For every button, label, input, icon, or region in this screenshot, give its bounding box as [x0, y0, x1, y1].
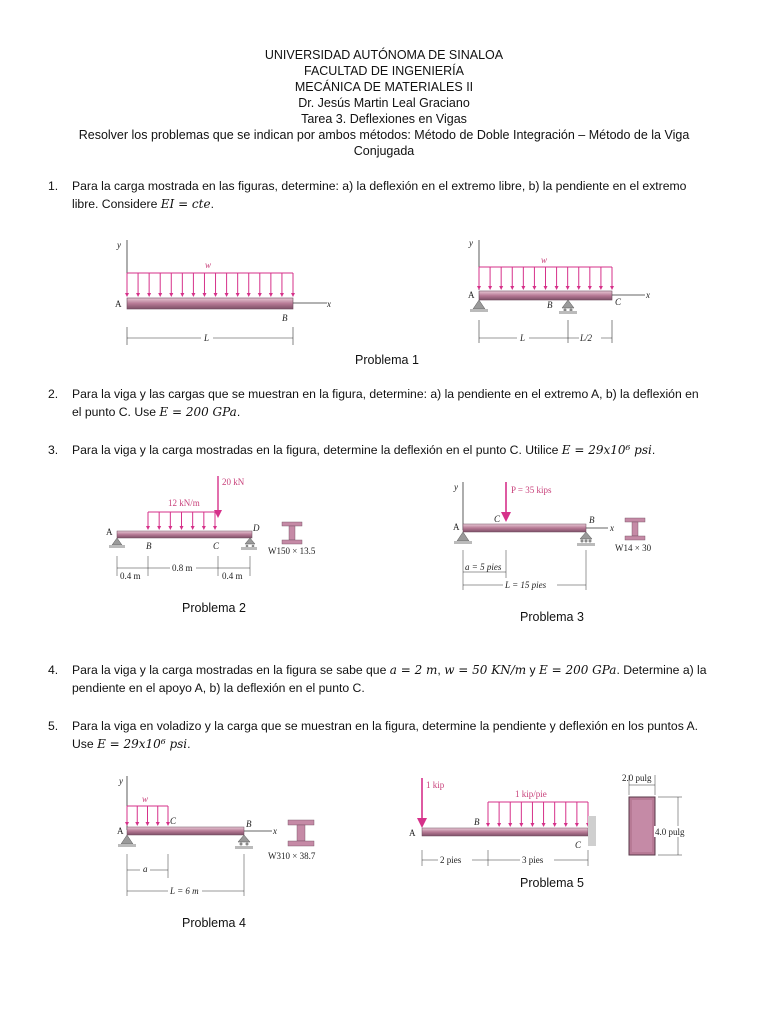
wide-flange-section-icon — [625, 518, 645, 540]
svg-text:A: A — [409, 828, 416, 838]
load-arrowhead — [588, 286, 592, 290]
svg-text:A: A — [468, 290, 475, 300]
load-arrowhead — [169, 293, 173, 297]
figure-5-cross-section — [612, 765, 702, 865]
load-arrowhead — [135, 822, 139, 826]
svg-text:P = 35 kips: P = 35 kips — [511, 485, 552, 495]
load-arrowhead — [577, 286, 581, 290]
svg-text:A: A — [115, 299, 122, 309]
caption-problem-1: Problema 1 — [355, 353, 419, 367]
load-arrowhead — [156, 822, 160, 826]
problem-text — [72, 385, 720, 421]
problem-number: 3. — [48, 443, 59, 457]
svg-text:1 kip/pie: 1 kip/pie — [515, 789, 547, 799]
svg-text:3 pies: 3 pies — [522, 855, 544, 865]
svg-text:0.4 m: 0.4 m — [120, 571, 141, 581]
caption-problem-4: Problema 4 — [182, 916, 246, 930]
load-arrowhead — [125, 822, 129, 826]
svg-text:A: A — [453, 522, 460, 532]
load-arrowhead — [214, 293, 218, 297]
figure-2-beam — [100, 472, 332, 587]
problem-number: 1. — [48, 179, 59, 193]
svg-text:x: x — [273, 826, 277, 836]
svg-text:L = 15 pies: L = 15 pies — [505, 580, 547, 590]
svg-text:A: A — [106, 527, 113, 537]
svg-text:B: B — [246, 819, 252, 829]
svg-text:x: x — [610, 523, 614, 533]
svg-text:D: D — [253, 523, 260, 533]
svg-text:x: x — [646, 290, 650, 300]
svg-text:w: w — [541, 255, 548, 265]
load-arrowhead — [202, 526, 206, 530]
load-arrowhead — [180, 526, 184, 530]
svg-text:C: C — [575, 840, 582, 850]
problem-text — [72, 661, 720, 697]
caption-problem-2: Problema 2 — [182, 601, 246, 615]
load-arrowhead — [146, 526, 150, 530]
load-arrowhead — [202, 293, 206, 297]
svg-text:L: L — [520, 333, 526, 343]
svg-text:C: C — [213, 541, 220, 551]
svg-text:B: B — [589, 515, 595, 525]
svg-text:L/2: L/2 — [580, 333, 593, 343]
svg-text:20 kN: 20 kN — [222, 477, 245, 487]
load-arrowhead — [508, 823, 512, 827]
load-arrowhead — [147, 293, 151, 297]
load-arrowhead — [291, 293, 295, 297]
load-arrowhead — [225, 293, 229, 297]
load-arrowhead — [510, 286, 514, 290]
svg-text:C: C — [170, 816, 177, 826]
load-arrowhead — [519, 823, 523, 827]
instructions-line1: Resolver los problemas que se indican por ambos métodos: Método de Doble Integración – Método de la Viga — [78, 128, 690, 142]
load-arrowhead — [191, 526, 195, 530]
load-arrowhead — [555, 286, 559, 290]
load-arrowhead — [497, 823, 501, 827]
svg-text:a: a — [143, 864, 148, 874]
svg-text:2.0 pulg: 2.0 pulg — [622, 773, 652, 783]
svg-text:B: B — [146, 541, 152, 551]
problem-line: libre. Considere EI = cte. — [72, 197, 214, 211]
load-arrowhead — [236, 293, 240, 297]
load-arrowhead — [258, 293, 262, 297]
professor-name: Dr. Jesús Martin Leal Graciano — [298, 96, 470, 110]
load-arrowhead — [477, 286, 481, 290]
svg-text:W14 × 30: W14 × 30 — [615, 543, 652, 553]
svg-text:L: L — [204, 333, 210, 343]
svg-text:1 kip: 1 kip — [426, 780, 445, 790]
svg-text:L = 6 m: L = 6 m — [170, 886, 199, 896]
problem-number: 4. — [48, 663, 59, 677]
svg-text:B: B — [474, 817, 480, 827]
svg-text:B: B — [282, 313, 288, 323]
load-arrowhead — [269, 293, 273, 297]
svg-text:y: y — [117, 240, 121, 250]
problem-line: el punto C. Use E = 200 GPa. — [72, 405, 241, 419]
assignment-title: Tarea 3. Deflexiones en Vigas — [301, 112, 467, 126]
course-name: MECÁNICA DE MATERIALES II — [294, 80, 474, 94]
problem-line: Para la viga y la carga mostradas en la figura se sabe que a = 2 m, w = 50 KN/m y E = 200 GPa. Determine a) la — [72, 663, 707, 677]
svg-text:a = 5 pies: a = 5 pies — [465, 562, 502, 572]
svg-text:w: w — [142, 794, 149, 804]
instructions-line2: Conjugada — [353, 144, 415, 158]
load-arrowhead — [530, 823, 534, 827]
problem-line: pendiente en el apoyo A, b) la deflexión en el punto C. — [72, 681, 365, 695]
load-arrowhead — [168, 526, 172, 530]
faculty-name: FACULTAD DE INGENIERÍA — [304, 64, 464, 78]
problem-line: Para la viga en voladizo y la carga que se muestran en la figura, determine la pendiente y deflexión en los puntos A. — [72, 719, 699, 733]
problem-number: 5. — [48, 719, 59, 733]
load-arrowhead — [542, 823, 546, 827]
problem-text — [72, 441, 720, 459]
load-arrowhead — [544, 286, 548, 290]
load-arrowhead — [280, 293, 284, 297]
svg-text:A: A — [117, 826, 124, 836]
svg-text:x: x — [327, 299, 331, 309]
svg-text:y: y — [469, 238, 473, 248]
wide-flange-section-icon — [282, 522, 302, 544]
svg-text:C: C — [494, 514, 501, 524]
load-arrowhead — [136, 293, 140, 297]
load-arrowhead — [610, 286, 614, 290]
figure-1a-cantilever — [105, 235, 345, 350]
problem-number: 2. — [48, 387, 59, 401]
load-arrowhead — [191, 293, 195, 297]
svg-text:W150 × 13.5: W150 × 13.5 — [268, 546, 316, 556]
university-name: UNIVERSIDAD AUTÓNOMA DE SINALOA — [264, 48, 504, 62]
problem-line: Para la viga y la carga mostradas en la figura, determine la deflexión en el punto C. Utilice E = 29x10⁶ psi. — [72, 443, 656, 457]
svg-text:y: y — [119, 776, 123, 786]
figure-4-beam — [110, 772, 340, 902]
problem-line: Para la carga mostrada en las figuras, determine: a) la deflexión en el extremo libre, b) la pendiente en el extremo — [72, 179, 687, 193]
wide-flange-section-icon — [288, 820, 314, 846]
svg-text:C: C — [615, 297, 622, 307]
load-arrowhead — [566, 286, 570, 290]
load-arrowhead — [125, 293, 129, 297]
problem-text — [72, 717, 720, 753]
load-arrowhead — [157, 526, 161, 530]
figure-3-beam — [445, 478, 675, 593]
load-arrowhead — [486, 823, 490, 827]
svg-text:w: w — [205, 260, 212, 270]
caption-problem-3: Problema 3 — [520, 610, 584, 624]
svg-text:0.4 m: 0.4 m — [222, 571, 243, 581]
load-arrowhead — [499, 286, 503, 290]
svg-text:2 pies: 2 pies — [440, 855, 462, 865]
load-arrowhead — [146, 822, 150, 826]
problem-line: Para la viga y las cargas que se muestran en la figura, determine: a) la pendiente en el extremo A, b) la deflexión en — [72, 387, 699, 401]
load-arrowhead — [213, 526, 217, 530]
load-arrowhead — [532, 286, 536, 290]
load-arrowhead — [521, 286, 525, 290]
load-arrowhead — [158, 293, 162, 297]
svg-text:B: B — [547, 300, 553, 310]
load-arrowhead — [180, 293, 184, 297]
load-arrowhead — [553, 823, 557, 827]
figure-5-cantilever — [400, 770, 610, 870]
svg-text:4.0 pulg: 4.0 pulg — [655, 827, 685, 837]
svg-text:W310 × 38.7: W310 × 38.7 — [268, 851, 316, 861]
caption-problem-5: Problema 5 — [520, 876, 584, 890]
figure-1b-overhang — [455, 235, 675, 350]
problem-text — [72, 177, 720, 213]
load-arrowhead — [599, 286, 603, 290]
svg-text:12 kN/m: 12 kN/m — [168, 498, 200, 508]
load-arrowhead — [575, 823, 579, 827]
load-arrowhead — [564, 823, 568, 827]
load-arrowhead — [488, 286, 492, 290]
load-arrowhead — [247, 293, 251, 297]
svg-text:y: y — [454, 482, 458, 492]
svg-text:0.8 m: 0.8 m — [172, 563, 193, 573]
problem-line: Use E = 29x10⁶ psi. — [72, 737, 191, 751]
